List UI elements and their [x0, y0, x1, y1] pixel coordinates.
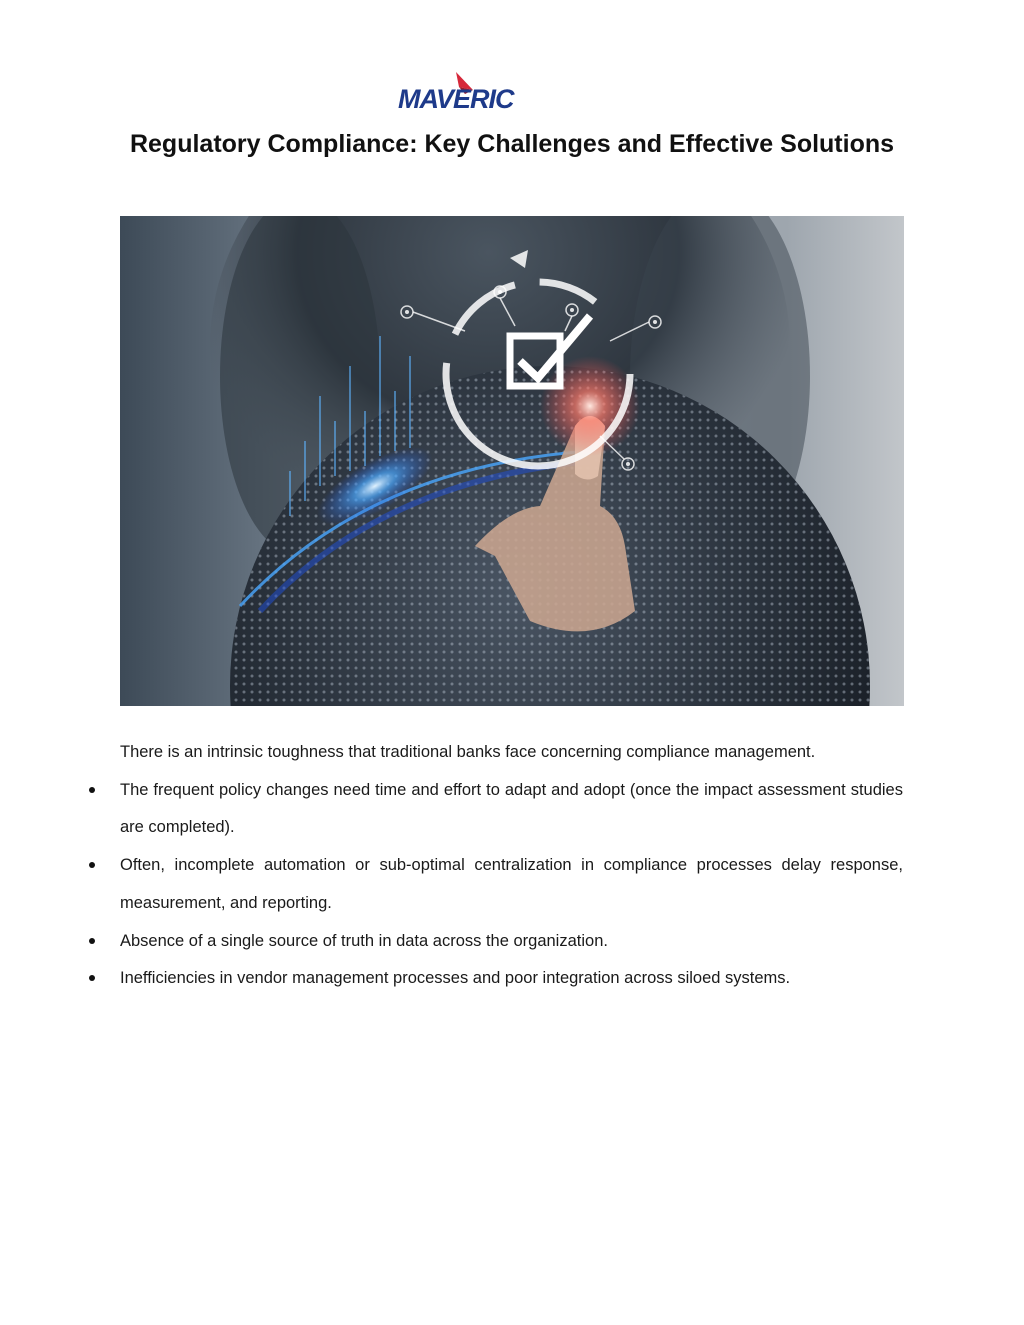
bullet-icon — [89, 975, 95, 981]
hero-image — [120, 216, 904, 706]
list-item — [120, 772, 903, 847]
list-item — [120, 847, 903, 922]
list-item-text: Often, incomplete automation or sub-optimal centralization in compliance processes delay response, measurement, and reporting. — [120, 856, 903, 912]
body-content — [120, 734, 903, 998]
svg-text:MAVERIC: MAVERIC — [398, 84, 514, 114]
bullet-icon — [89, 862, 95, 868]
intro-paragraph: There is an intrinsic toughness that traditional banks face concerning compliance management. — [120, 743, 816, 761]
page-title: Regulatory Compliance: Key Challenges and Effective Solutions — [129, 130, 895, 158]
list-item-text: Absence of a single source of truth in data across the organization. — [120, 931, 608, 950]
list-item — [120, 960, 903, 998]
bullet-icon — [89, 938, 95, 944]
bullet-icon — [89, 787, 95, 793]
challenges-list — [120, 772, 903, 998]
maveric-logo — [395, 68, 550, 114]
list-item-text: Inefficiencies in vendor management processes and poor integration across siloed systems. — [120, 969, 791, 988]
list-item-text: The frequent policy changes need time and effort to adapt and adopt (once the impact assessment studies are completed). — [120, 780, 903, 837]
list-item — [120, 923, 903, 961]
